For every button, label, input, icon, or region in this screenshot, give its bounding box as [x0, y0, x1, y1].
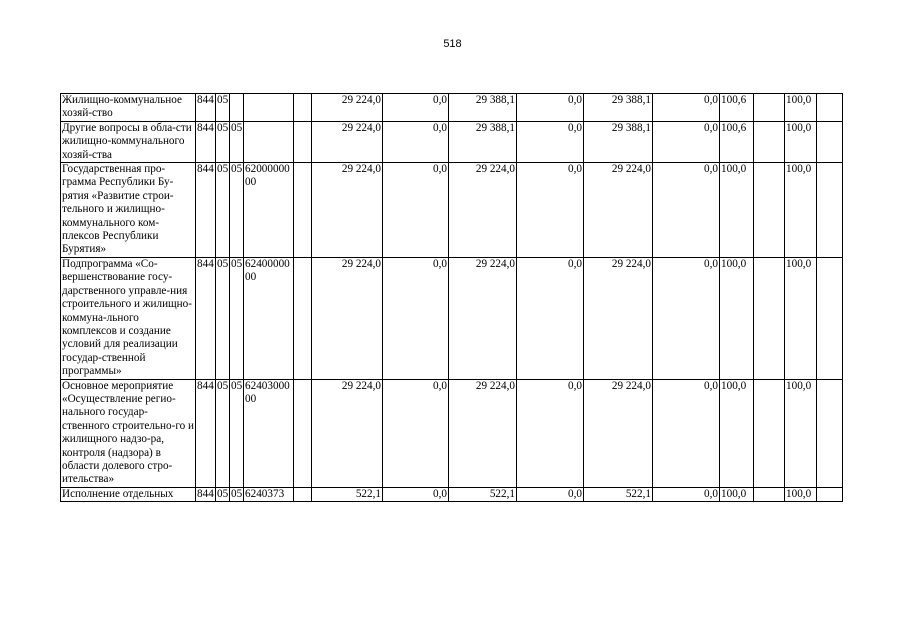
value-cell — [817, 257, 843, 379]
value-cell: 0,0 — [517, 257, 584, 379]
value-cell: 29 224,0 — [449, 379, 517, 487]
value-cell: 29 388,1 — [449, 94, 517, 122]
value-cell — [817, 379, 843, 487]
percent-cell: 100,0 — [785, 163, 817, 258]
row-name: Исполнение отдельных — [61, 487, 196, 501]
value-cell: 0,0 — [517, 121, 584, 162]
table-row — [61, 379, 843, 487]
value-cell: 0,0 — [653, 379, 720, 487]
value-cell: 29 224,0 — [449, 257, 517, 379]
value-cell: 29 224,0 — [312, 94, 383, 122]
pr-code: 05 — [230, 379, 244, 487]
value-cell: 0,0 — [653, 487, 720, 501]
value-cell — [754, 257, 785, 379]
value-cell — [817, 94, 843, 122]
rz-code: 05 — [216, 94, 230, 122]
row-name: Основное мероприятие «Осуществление регио-нального государ-ственного строительно-го и жилищного надзо-ра, контроля (надзора) в области долевого стро-ительства» — [62, 379, 195, 486]
value-cell — [754, 379, 785, 487]
vr-code — [294, 163, 312, 258]
vr-code — [294, 121, 312, 162]
ved-code: 844 — [196, 379, 216, 487]
pr-code: 05 — [230, 121, 244, 162]
value-cell: 522,1 — [584, 487, 653, 501]
percent-cell: 100,0 — [720, 163, 754, 258]
value-cell: 29 224,0 — [312, 163, 383, 258]
percent-cell: 100,0 — [720, 379, 754, 487]
table-row — [61, 163, 843, 258]
value-cell: 29 388,1 — [584, 94, 653, 122]
kcsr-code: 6240300000 — [244, 379, 294, 487]
pr-code — [230, 94, 244, 122]
row-name: Государственная про-грамма Республики Бу-рятия «Развитие строи-тельного и жилищно-коммунального ком-плексов Республики Бурятия» — [61, 163, 196, 258]
table-row — [61, 121, 843, 162]
row-name: Другие вопросы в обла-сти жилищно-коммунального хозяй-ства — [61, 121, 196, 162]
value-cell: 29 388,1 — [584, 121, 653, 162]
value-cell: 29 224,0 — [449, 163, 517, 258]
value-cell: 0,0 — [517, 379, 584, 487]
budget-table — [60, 93, 843, 502]
value-cell: 0,0 — [383, 163, 449, 258]
value-cell: 0,0 — [383, 487, 449, 501]
value-cell: 29 388,1 — [449, 121, 517, 162]
rz-code: 05 — [216, 163, 230, 258]
value-cell: 0,0 — [517, 94, 584, 122]
value-cell: 29 224,0 — [312, 379, 383, 487]
kcsr-code — [244, 94, 294, 122]
table-row — [61, 257, 843, 379]
value-cell: 0,0 — [653, 257, 720, 379]
value-cell: 0,0 — [383, 257, 449, 379]
kcsr-code: 6200000000 — [244, 163, 294, 258]
value-cell: 0,0 — [383, 121, 449, 162]
value-cell: 29 224,0 — [312, 257, 383, 379]
table-row — [61, 487, 843, 501]
vr-code — [294, 379, 312, 487]
percent-cell: 100,0 — [785, 257, 817, 379]
ved-code: 844 — [196, 163, 216, 258]
percent-cell: 100,0 — [785, 94, 817, 122]
vr-code — [294, 257, 312, 379]
value-cell: 0,0 — [653, 163, 720, 258]
percent-cell: 100,0 — [785, 487, 817, 501]
value-cell: 0,0 — [383, 379, 449, 487]
ved-code: 844 — [197, 487, 214, 500]
pr-code: 05 — [230, 163, 244, 258]
ved-code: 844 — [196, 121, 216, 162]
value-cell: 0,0 — [517, 163, 584, 258]
table-row — [61, 94, 843, 122]
row-name: Подпрограмма «Со-вершенствование госу-дарственного управле-ния строительного и жилищно-коммуна-льного комплексов и создание условий для реализации государ-ственной программы» — [61, 257, 196, 379]
vr-code — [294, 487, 312, 501]
percent-cell: 100,6 — [720, 121, 754, 162]
rz-code: 05 — [216, 257, 230, 379]
value-cell: 522,1 — [449, 487, 517, 501]
rz-code: 05 — [216, 121, 230, 162]
value-cell: 0,0 — [517, 487, 584, 501]
row-name: Жилищно-коммунальное хозяй-ство — [61, 94, 196, 122]
percent-cell: 100,0 — [720, 487, 754, 501]
value-cell — [754, 487, 785, 501]
value-cell: 0,0 — [383, 94, 449, 122]
value-cell: 0,0 — [653, 94, 720, 122]
value-cell — [754, 121, 785, 162]
percent-cell: 100,0 — [785, 121, 817, 162]
value-cell: 29 224,0 — [584, 379, 653, 487]
value-cell — [817, 487, 843, 501]
rz-code: 05 — [217, 487, 229, 500]
value-cell — [754, 163, 785, 258]
ved-code: 844 — [196, 257, 216, 379]
kcsr-code: 6240373 — [244, 487, 294, 501]
ved-code: 844 — [196, 94, 216, 122]
kcsr-code: 6240000000 — [244, 257, 294, 379]
pr-code: 05 — [231, 487, 243, 500]
vr-code — [294, 94, 312, 122]
kcsr-code — [244, 121, 294, 162]
percent-cell: 100,6 — [720, 94, 754, 122]
value-cell: 0,0 — [653, 121, 720, 162]
value-cell — [817, 163, 843, 258]
value-cell — [817, 121, 843, 162]
rz-code: 05 — [216, 379, 230, 487]
value-cell — [754, 94, 785, 122]
pr-code: 05 — [230, 257, 244, 379]
value-cell: 29 224,0 — [584, 257, 653, 379]
value-cell: 29 224,0 — [312, 121, 383, 162]
page-number: 518 — [443, 38, 462, 50]
percent-cell: 100,0 — [785, 379, 817, 487]
value-cell: 29 224,0 — [584, 163, 653, 258]
value-cell: 522,1 — [312, 487, 383, 501]
percent-cell: 100,0 — [720, 257, 754, 379]
